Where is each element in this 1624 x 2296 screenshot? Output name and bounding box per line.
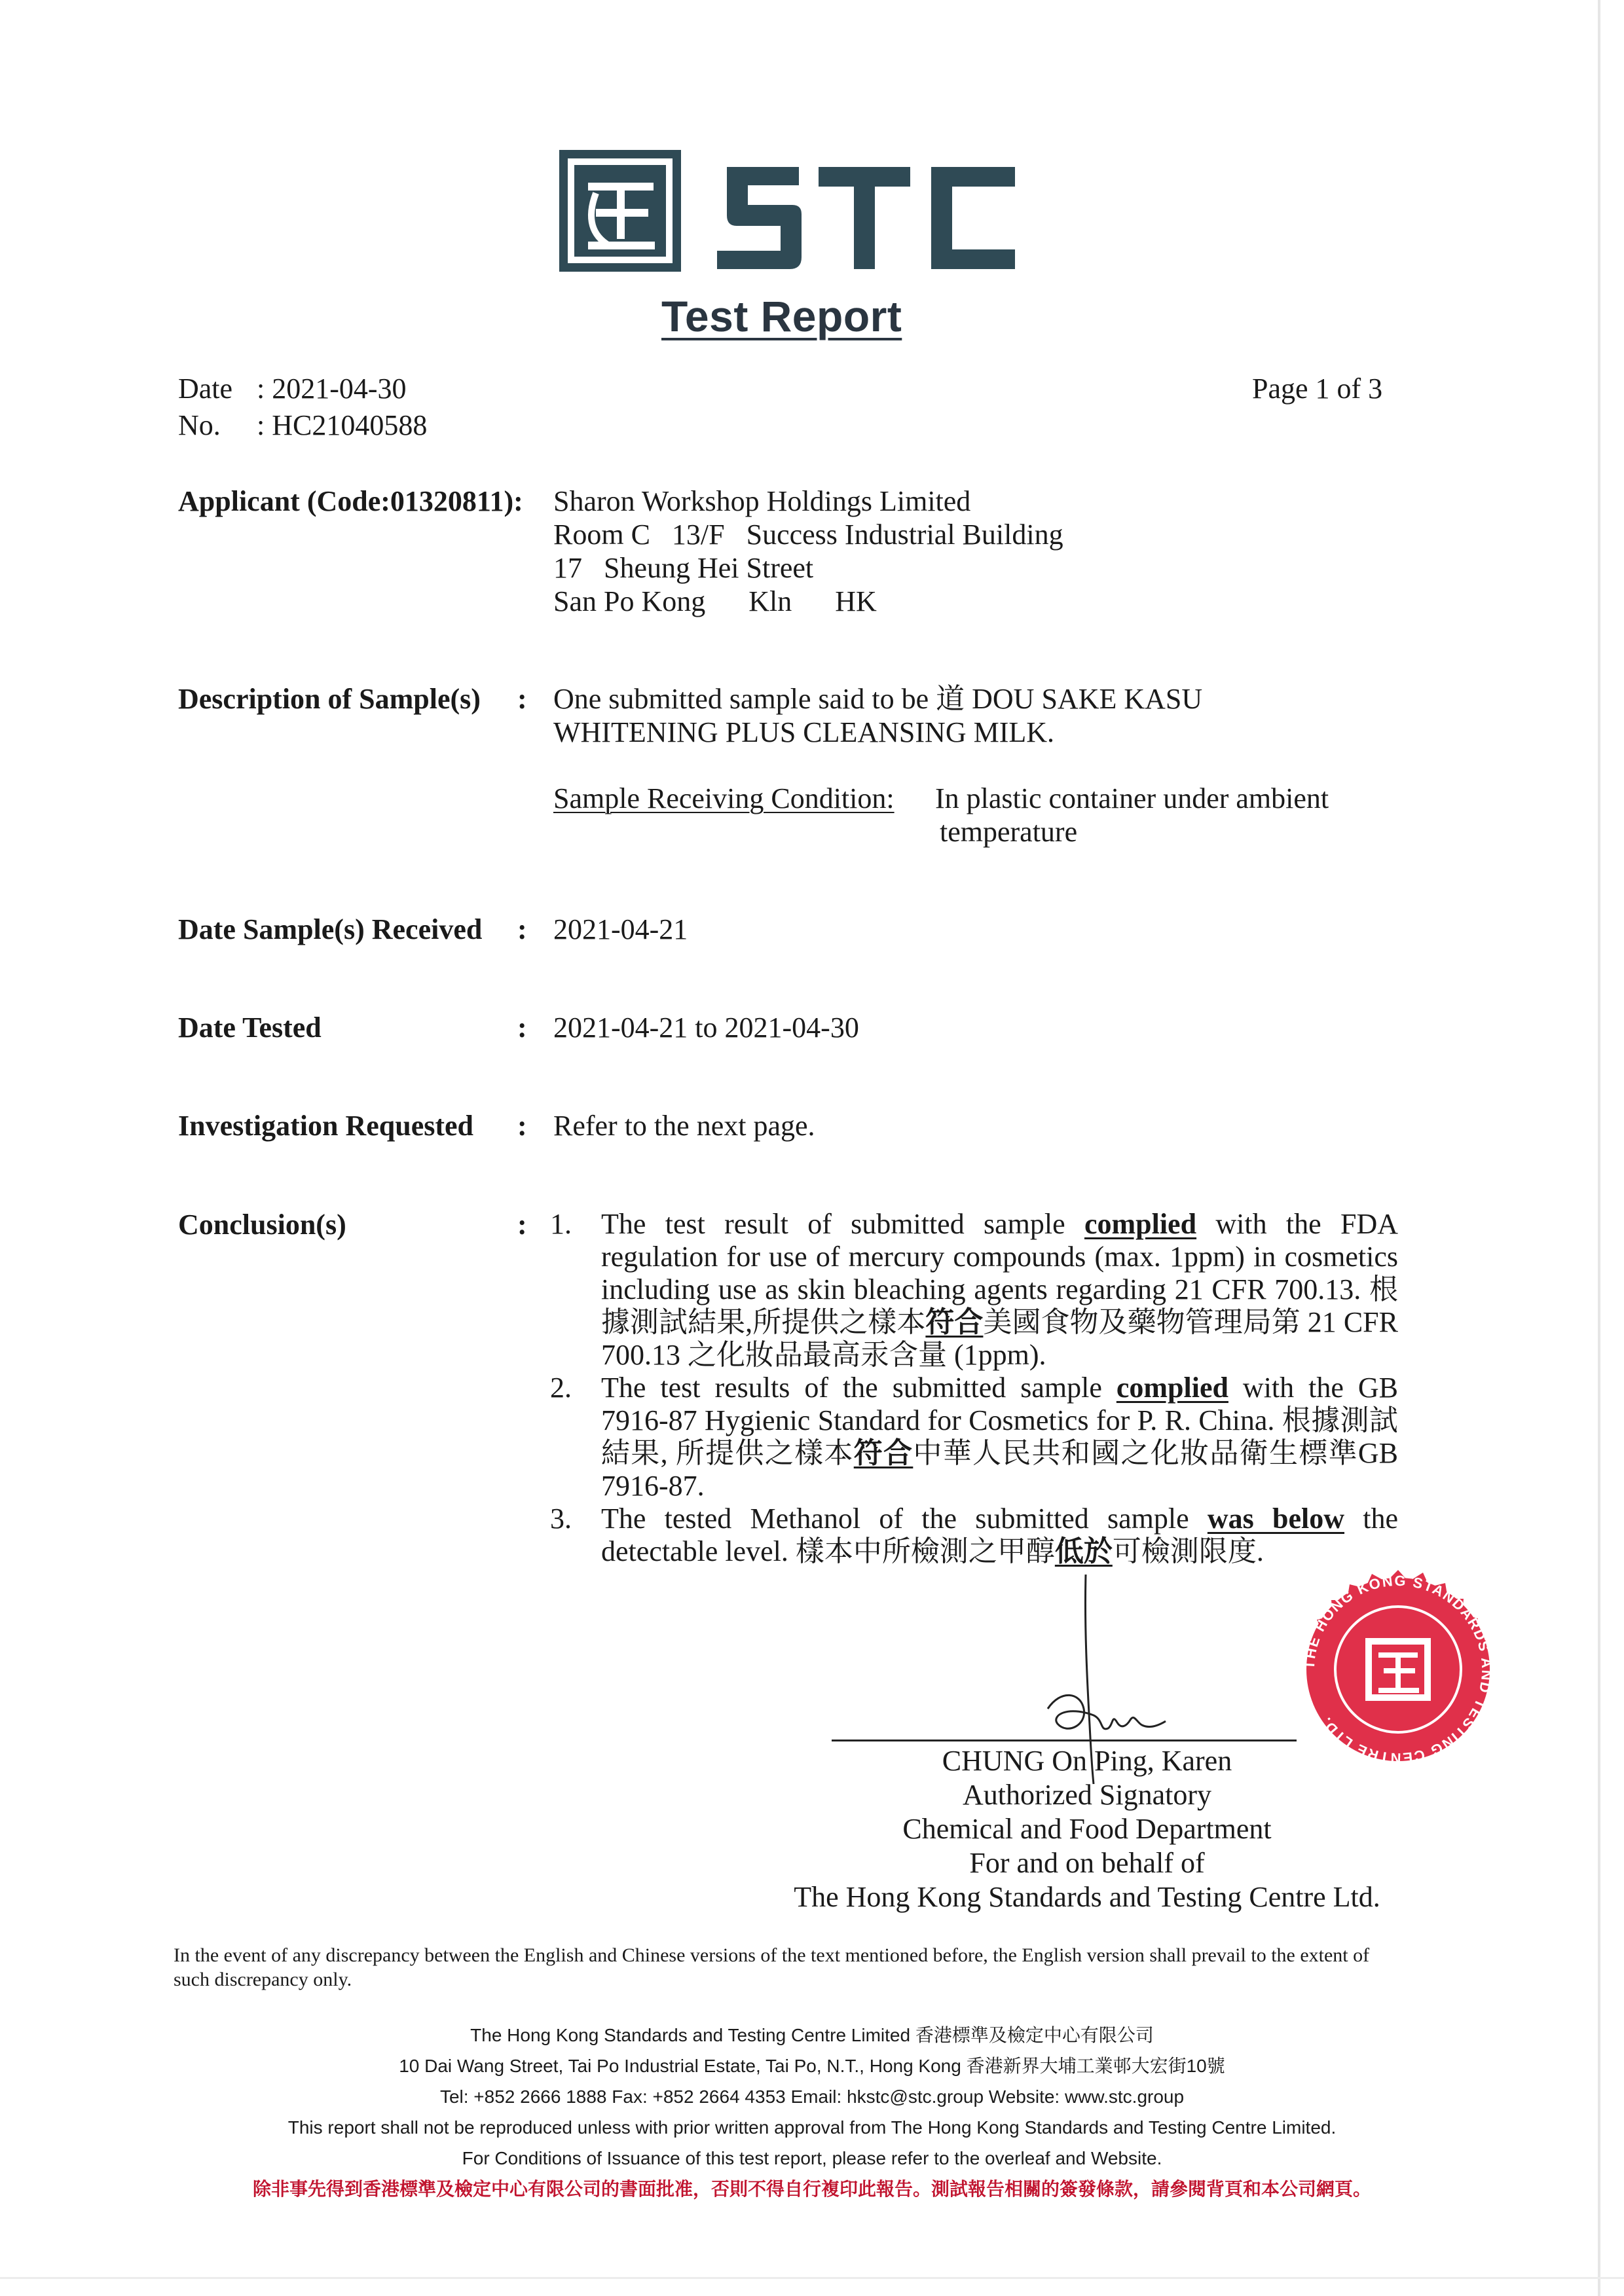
conclusion-text-part: with the GB 7916-87 Hygienic Standard for Cosmetics for P. R. China. 根據測試結果, 所提供之樣本	[601, 1372, 1398, 1469]
conclusion-text	[601, 1372, 1398, 1503]
conclusion-text-part: the detectable level. 樣本中所檢測之甲醇	[601, 1503, 1398, 1567]
conclusion-item	[550, 1503, 1398, 1568]
conclusion-text-part: 中華人民共和國之化妝品衛生標準GB 7916-87.	[601, 1437, 1399, 1502]
scan-edge-bottom	[0, 2277, 1624, 2279]
signatory-behalf: For and on behalf of	[969, 1847, 1205, 1879]
page-number: Page 1 of 3	[1252, 373, 1383, 405]
description-line: One submitted sample said to be 道 DOU SAKE KASU	[553, 683, 1203, 715]
report-title: Test Report	[661, 292, 902, 340]
applicant-line: San Po Kong Kln HK	[553, 585, 877, 617]
footer-company: The Hong Kong Standards and Testing Centre Limited 香港標準及檢定中心有限公司	[470, 2025, 1154, 2045]
stc-logo	[557, 147, 1028, 278]
date-tested-value: 2021-04-21 to 2021-04-30	[553, 1011, 859, 1044]
applicant-label: Applicant (Code:01320811):	[178, 485, 523, 517]
conclusion-highlight: 符合	[925, 1306, 984, 1338]
conclusion-highlight: 低於	[1054, 1535, 1113, 1567]
conclusion-item	[550, 1208, 1398, 1372]
date-value: : 2021-04-30	[257, 373, 407, 405]
date-received-label: Date Sample(s) Received	[178, 913, 483, 945]
language-disclaimer: In the event of any discrepancy between the English and Chinese versions of the text mentioned before, the English version shall prevail to the extent of such discrepancy only.	[174, 1944, 1370, 1990]
conclusion-highlight: complied	[1084, 1208, 1197, 1240]
report-no-value: : HC21040588	[257, 409, 428, 441]
signatory-company: The Hong Kong Standards and Testing Centre Ltd.	[794, 1881, 1380, 1913]
receiving-condition-line: In plastic container under ambient	[935, 782, 1329, 814]
date-tested-label: Date Tested	[178, 1011, 322, 1044]
conclusion-text-part: The test results of the submitted sample	[601, 1372, 1116, 1404]
footer-address: 10 Dai Wang Street, Tai Po Industrial Estate, Tai Po, N.T., Hong Kong 香港新界大埔工業邨大宏街10號	[399, 2056, 1225, 2076]
conclusion-label: Conclusion(s)	[178, 1209, 346, 1241]
company-seal-stamp	[1280, 1565, 1516, 1800]
applicant-line: 17 Sheung Hei Street	[553, 552, 814, 584]
signatory-title: Authorized Signatory	[962, 1779, 1212, 1811]
investigation-value: Refer to the next page.	[553, 1110, 815, 1142]
conclusion-text-part: 可檢測限度.	[1112, 1535, 1264, 1567]
conclusion-number: 3.	[550, 1503, 572, 1535]
conclusion-number: 1.	[550, 1208, 572, 1240]
signatory-department: Chemical and Food Department	[902, 1813, 1272, 1845]
date-tested-colon: :	[517, 1011, 527, 1044]
conclusion-text-part: with the FDA regulation for use of mercury compounds (max. 1ppm) in cosmetics including use as skin bleaching agents regarding 21 CFR 700.13. 根據測試結果,所提供之樣本	[601, 1208, 1398, 1338]
footer-reproduction-notice: This report shall not be reproduced unless with prior written approval from The Hong Kong Standards and Testing Centre Limited.	[287, 2117, 1337, 2138]
signature-line	[832, 1740, 1297, 1741]
date-received-value: 2021-04-21	[553, 913, 688, 945]
seal-mark-icon	[1365, 1638, 1431, 1701]
conclusion-highlight: complied	[1116, 1372, 1228, 1404]
footer-conditions-notice: For Conditions of Issuance of this test report, please refer to the overleaf and Website.	[462, 2148, 1162, 2168]
conclusion-number: 2.	[550, 1372, 572, 1404]
description-line: WHITENING PLUS CLEANSING MILK.	[553, 716, 1055, 748]
investigation-label: Investigation Requested	[178, 1110, 474, 1142]
date-label: Date	[178, 373, 233, 405]
conclusion-text-part: The test result of submitted sample	[601, 1208, 1084, 1240]
conclusion-colon: :	[517, 1209, 527, 1241]
investigation-colon: :	[517, 1110, 527, 1142]
applicant-line: Sharon Workshop Holdings Limited	[553, 485, 971, 517]
description-label: Description of Sample(s)	[178, 683, 481, 715]
footer	[92, 2020, 1532, 2204]
applicant-line: Room C 13/F Success Industrial Building	[553, 519, 1063, 551]
date-received-colon: :	[517, 913, 527, 945]
scan-edge	[1598, 0, 1600, 2296]
conclusion-highlight: 符合	[853, 1437, 913, 1469]
conclusion-list	[550, 1208, 1398, 1568]
signatory-name: CHUNG On Ping, Karen	[942, 1745, 1232, 1777]
conclusion-text	[601, 1208, 1398, 1372]
description-colon: :	[517, 683, 527, 715]
receiving-condition-line: temperature	[940, 816, 1078, 848]
seal-ring-text: THE HONG KONG STANDARDS AND TESTING CENTRE LTD.	[1301, 1572, 1496, 1767]
conclusion-text	[601, 1503, 1398, 1568]
conclusion-item	[550, 1372, 1398, 1503]
conclusion-text-part: The tested Methanol of the submitted sample	[601, 1503, 1208, 1535]
conclusion-highlight: was below	[1207, 1503, 1345, 1535]
conclusion-text-part: 美國食物及藥物管理局第 21 CFR 700.13 之化妝品最高汞含量 (1ppm).	[601, 1306, 1399, 1371]
report-no-label: No.	[178, 409, 221, 441]
receiving-condition-label: Sample Receiving Condition:	[553, 782, 895, 814]
footer-contact: Tel: +852 2666 1888 Fax: +852 2664 4353 Email: hkstc@stc.group Website: www.stc.group	[439, 2086, 1185, 2107]
stc-seal-mark-icon	[559, 150, 681, 272]
footer-chinese-notice: 除非事先得到香港標準及檢定中心有限公司的書面批准，否則不得自行複印此報告。測試報告相關的簽發條款，請參閱背頁和本公司網頁。	[252, 2179, 1371, 2199]
